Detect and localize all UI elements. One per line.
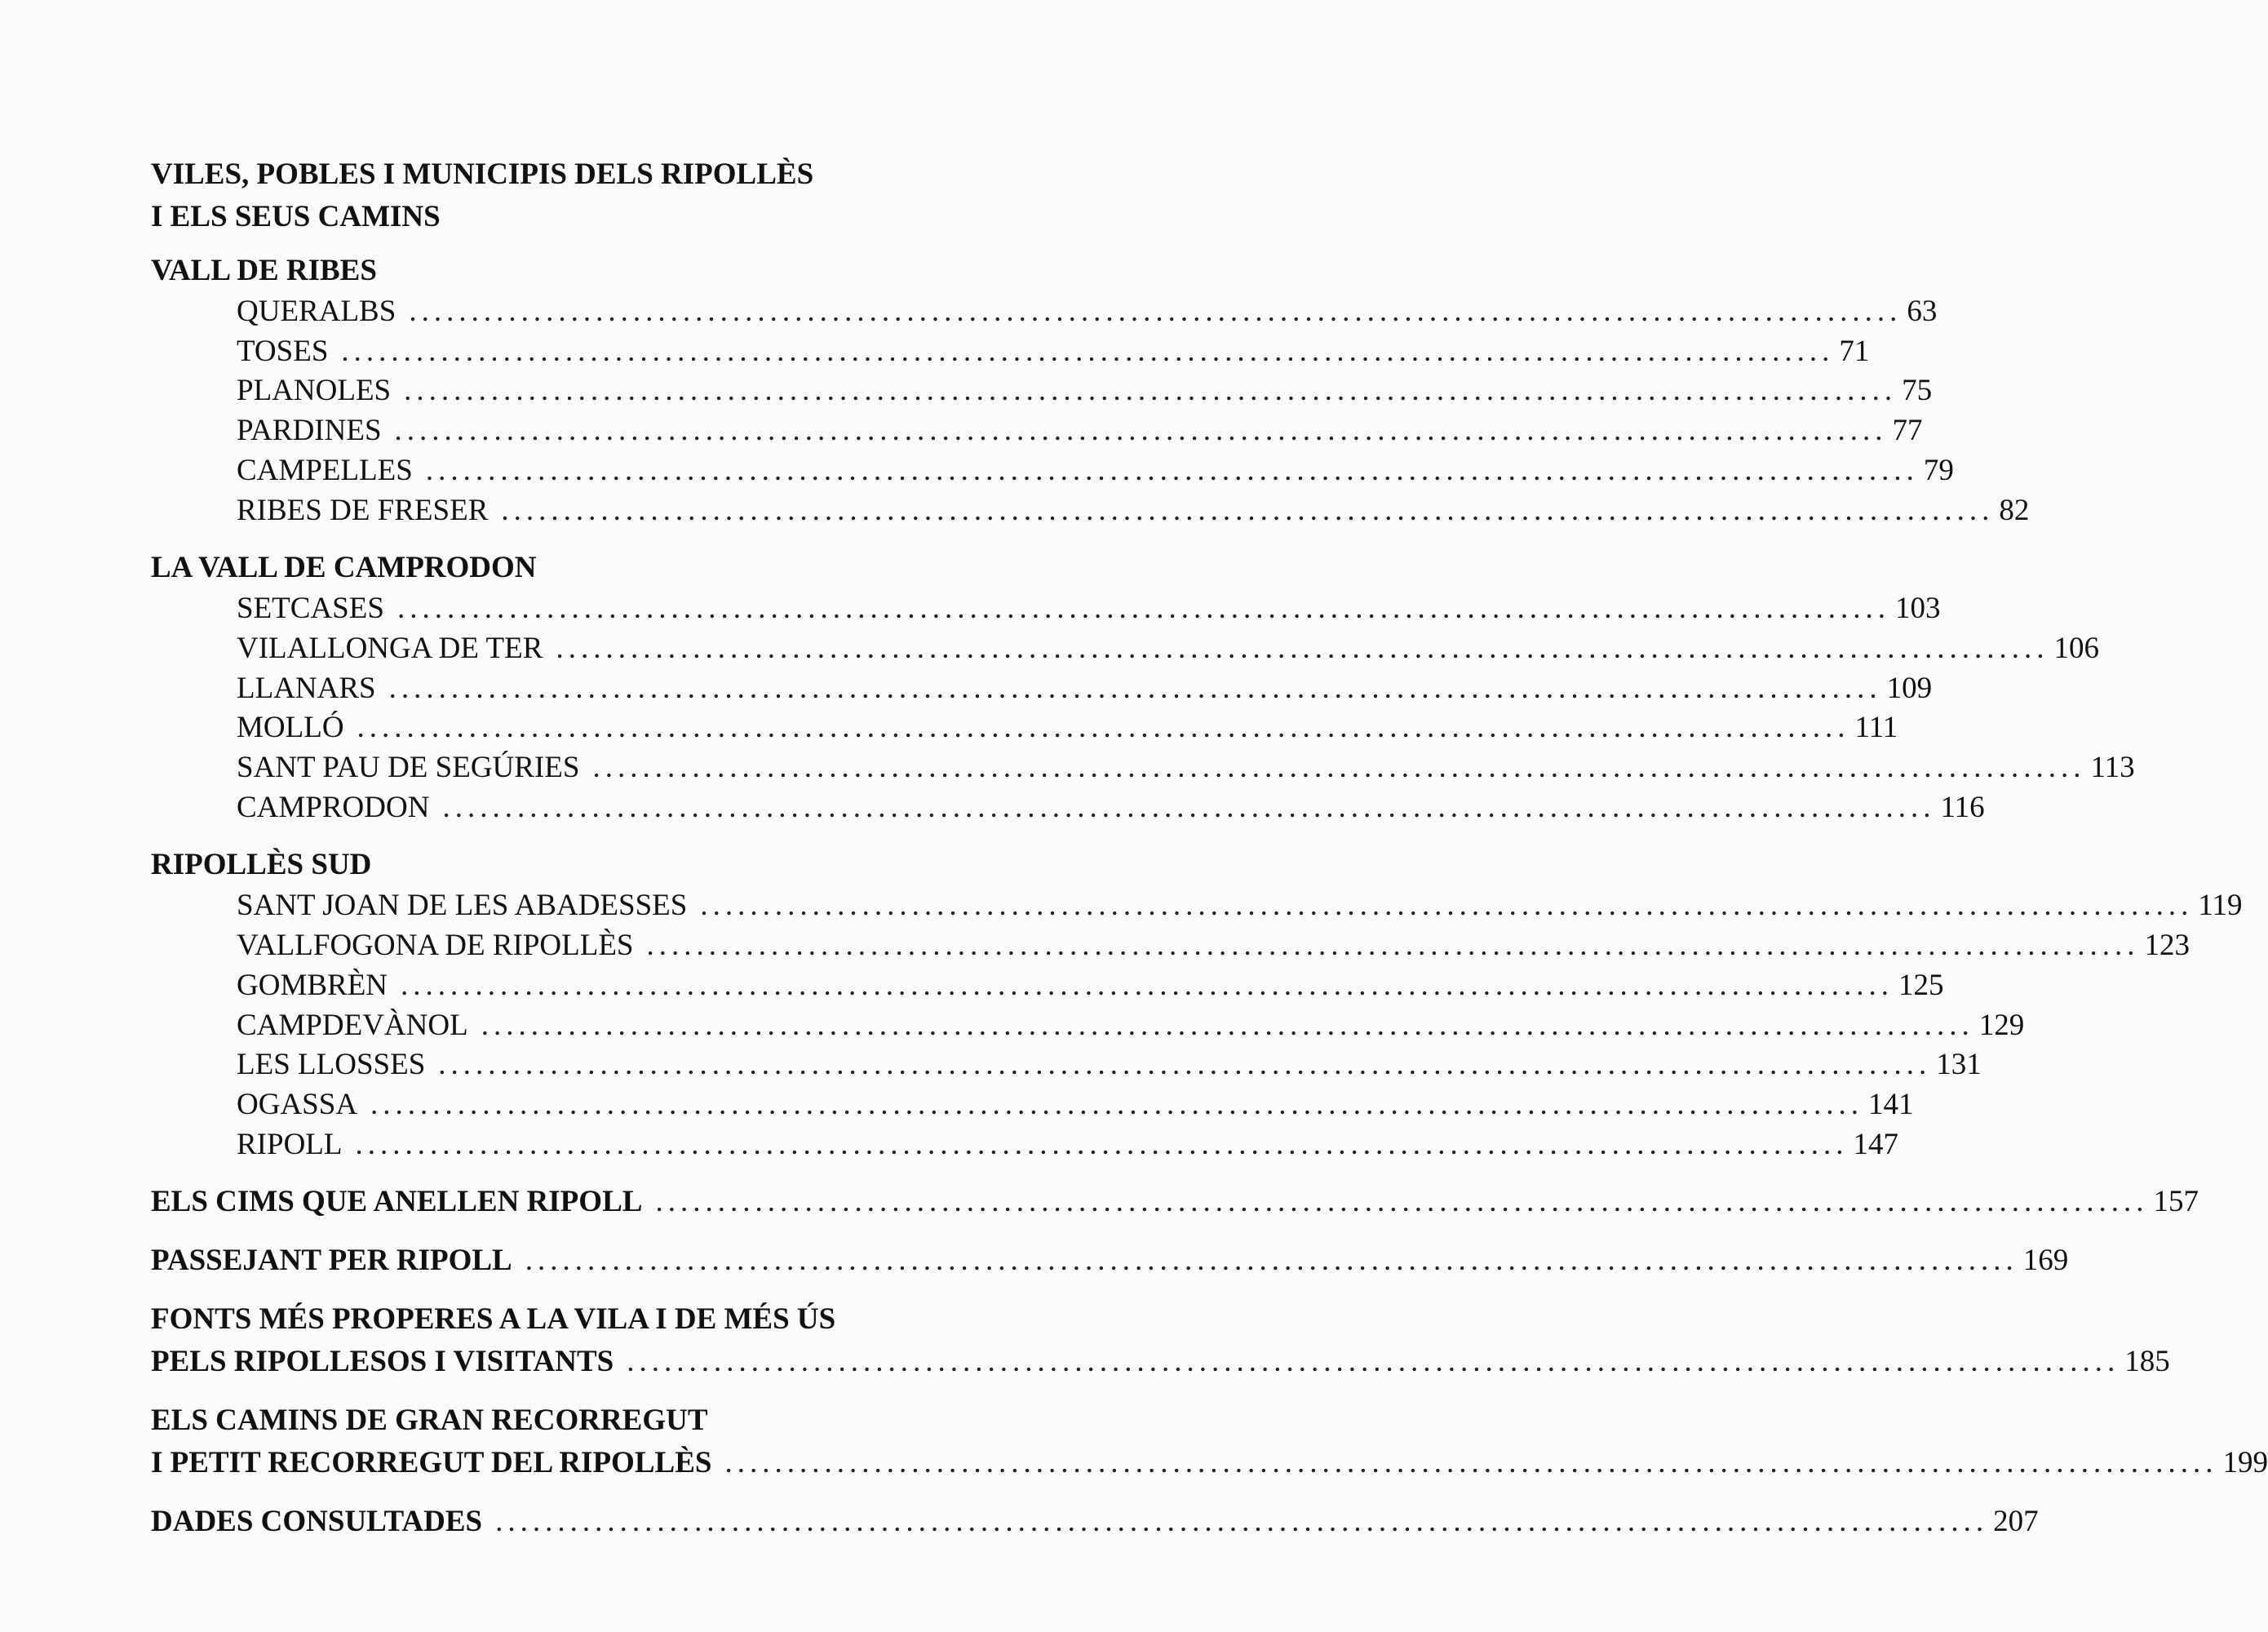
toc-entry[interactable] (151, 332, 1870, 372)
dot-leader: ........................................................................................................................ (401, 968, 1894, 1002)
entry-page-number: 75 (1902, 374, 1933, 408)
entry-page-number: 111 (1854, 711, 1898, 745)
toc-entry[interactable] (151, 708, 1898, 748)
entry-label: PASSEJANT PER RIPOLL (151, 1244, 512, 1278)
toc-entry[interactable] (151, 1181, 2199, 1223)
entry-label: CAMPDEVÀNOL (237, 1008, 468, 1042)
section-heading: LA VALL DE CAMPRODON (151, 551, 537, 585)
entry-label: VALLFOGONA DE RIPOLLÈS (237, 929, 634, 963)
dot-leader: ........................................................................................................................ (525, 1244, 2018, 1278)
toc-main-entry[interactable] (151, 1181, 2199, 1223)
dot-leader: ........................................................................................................................ (592, 751, 2086, 785)
entry-page-number: 169 (2022, 1244, 2069, 1278)
entry-label: PARDINES (237, 414, 382, 448)
entry-label: ELS CIMS QUE ANELLEN RIPOLL (151, 1185, 643, 1219)
toc-entry[interactable] (151, 748, 2135, 788)
toc-entry[interactable] (151, 629, 2099, 669)
dot-leader: ........................................................................................................................ (355, 1127, 1849, 1161)
dot-leader: ........................................................................................................................ (388, 671, 1882, 705)
toc-main-entry[interactable] (151, 1501, 2039, 1543)
entry-page-number: 131 (1936, 1048, 1982, 1082)
entry-label: I PETIT RECORREGUT DEL RIPOLLÈS (151, 1446, 712, 1480)
entry-page-number: 185 (2124, 1345, 2170, 1379)
entry-page-number: 157 (2153, 1185, 2199, 1219)
entry-label: DADES CONSULTADES (151, 1505, 483, 1539)
entry-page-number: 141 (1868, 1087, 1914, 1121)
dot-leader: ........................................................................................................................ (357, 711, 1850, 745)
toc-entry[interactable] (151, 1085, 1914, 1125)
toc-entry[interactable] (151, 669, 1933, 709)
entry-label: MOLLÓ (237, 711, 344, 745)
section-heading: RIPOLLÈS SUD (151, 848, 372, 882)
toc-entry[interactable] (151, 292, 1938, 332)
toc-entry[interactable] (151, 491, 2030, 531)
table-of-contents (151, 153, 2268, 1543)
entry-page-number: 71 (1839, 334, 1870, 368)
toc-entry[interactable] (151, 886, 2243, 926)
entry-label: PLANOLES (237, 374, 392, 408)
dot-leader: ........................................................................................................................ (627, 1345, 2120, 1379)
dot-leader: ........................................................................................................................ (409, 295, 1903, 328)
toc-entry[interactable] (151, 1125, 1898, 1165)
entry-page-number: 103 (1894, 592, 1941, 626)
toc-main-entry[interactable] (151, 1240, 2069, 1282)
toc-entry[interactable] (151, 451, 1954, 491)
entry-page-number: 129 (1978, 1008, 2025, 1042)
entry-page-number: 199 (2222, 1446, 2268, 1480)
dot-leader: ........................................................................................................................ (404, 374, 1898, 408)
toc-entry[interactable] (151, 788, 1985, 828)
entry-label: VILALLONGA DE TER (237, 631, 543, 665)
entry-page-number: 119 (2198, 889, 2243, 923)
dot-leader: ........................................................................................................................ (442, 790, 1936, 824)
toc-entry[interactable] (151, 1045, 1982, 1085)
entry-page-number: 207 (1993, 1505, 2039, 1539)
toc-entry[interactable] (151, 1442, 2268, 1484)
dot-leader: ........................................................................................................................ (481, 1008, 1974, 1042)
entry-page-number: 79 (1923, 453, 1954, 487)
toc-entry[interactable] (151, 966, 1944, 1006)
dot-leader: ........................................................................................................................ (341, 334, 1835, 368)
entry-page-number: 123 (2144, 929, 2190, 963)
entry-label: GOMBRÈN (237, 968, 388, 1002)
entry-label: LLANARS (237, 671, 376, 705)
dot-leader: ........................................................................................................................ (556, 631, 2049, 665)
dot-leader: ........................................................................................................................ (495, 1505, 1989, 1539)
toc-main-entry[interactable] (151, 1298, 2170, 1383)
entry-page-number: 125 (1898, 968, 1944, 1002)
entry-label-line: FONTS MÉS PROPERES A LA VILA I DE MÉS ÚS (151, 1302, 836, 1337)
section-heading: VALL DE RIBES (151, 254, 377, 287)
toc-entry[interactable] (151, 1240, 2069, 1282)
dot-leader: ........................................................................................................................ (425, 453, 1919, 487)
toc-section-la-vall-de-camprodon (151, 547, 2135, 827)
toc-section-ripolles-sud (151, 844, 2243, 1164)
entry-label: SANT PAU DE SEGÚRIES (237, 751, 580, 785)
toc-title-line: VILES, POBLES I MUNICIPIS DELS RIPOLLÈS (151, 157, 814, 191)
toc-main-entry[interactable] (151, 1399, 2268, 1484)
toc-entry[interactable] (151, 1006, 2025, 1046)
entry-label: PELS RIPOLLESOS I VISITANTS (151, 1345, 614, 1379)
toc-entry[interactable] (151, 411, 1923, 451)
entry-page-number: 116 (1940, 790, 1985, 824)
dot-leader: ........................................................................................................................ (438, 1048, 1932, 1082)
toc-entry[interactable] (151, 589, 1941, 629)
toc-entry[interactable] (151, 371, 1933, 411)
toc-entry[interactable] (151, 926, 2190, 966)
entry-label-line: ELS CAMINS DE GRAN RECORREGUT (151, 1404, 708, 1438)
entry-label: RIPOLL (237, 1127, 343, 1161)
dot-leader: ........................................................................................................................ (501, 493, 1995, 527)
entry-label: SANT JOAN DE LES ABADESSES (237, 889, 688, 923)
entry-page-number: 82 (1999, 493, 2030, 527)
entry-label: CAMPRODON (237, 790, 430, 824)
entry-page-number: 106 (2053, 631, 2099, 665)
entry-label: LES LLOSSES (237, 1048, 426, 1082)
entry-label: QUERALBS (237, 295, 396, 328)
entry-page-number: 63 (1907, 295, 1938, 328)
entry-label: RIBES DE FRESER (237, 493, 489, 527)
dot-leader: ........................................................................................................................ (655, 1185, 2149, 1219)
entry-page-number: 147 (1853, 1127, 1898, 1161)
entry-page-number: 109 (1886, 671, 1933, 705)
toc-title (151, 153, 1114, 238)
dot-leader: ........................................................................................................................ (700, 889, 2194, 923)
entry-label: OGASSA (237, 1087, 358, 1121)
dot-leader: ........................................................................................................................ (724, 1446, 2218, 1480)
dot-leader: ........................................................................................................................ (396, 592, 1890, 626)
dot-leader: ........................................................................................................................ (646, 929, 2140, 963)
entry-label: SETCASES (237, 592, 384, 626)
entry-label: TOSES (237, 334, 329, 368)
dot-leader: ........................................................................................................................ (370, 1087, 1864, 1121)
entry-page-number: 113 (2090, 751, 2135, 785)
dot-leader: ........................................................................................................................ (394, 414, 1888, 448)
toc-title-line: I ELS SEUS CAMINS (151, 200, 441, 233)
toc-entry[interactable] (151, 1501, 2039, 1543)
toc-section-vall-de-ribes (151, 250, 2030, 530)
toc-entry[interactable] (151, 1341, 2170, 1383)
entry-label: CAMPELLES (237, 453, 413, 487)
entry-page-number: 77 (1892, 414, 1923, 448)
